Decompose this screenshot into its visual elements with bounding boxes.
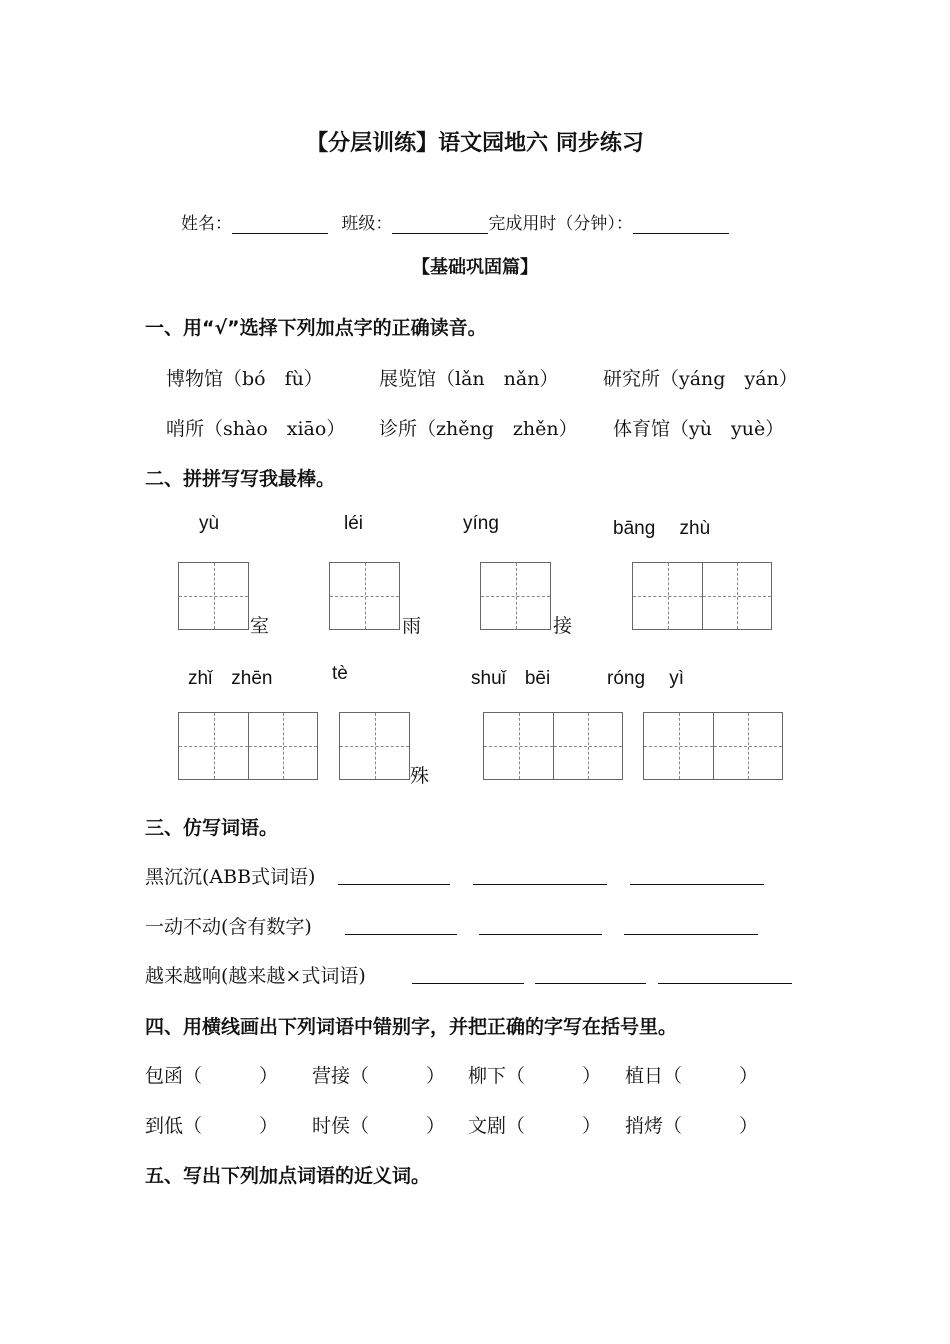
reading-item: 博物馆（bó fù） [166, 368, 323, 390]
reading-item: 诊所（zhěng zhěn） [379, 418, 578, 440]
imitation-prompt: 黑沉沉(ABB式词语) [145, 866, 316, 888]
correction-item[interactable]: 包函（ ） [145, 1065, 279, 1087]
pinyin-label: léi [344, 513, 364, 534]
grid-suffix-char: 接 [553, 615, 573, 637]
time-label: 完成用时（分钟）： [488, 214, 633, 234]
name-blank[interactable] [232, 215, 328, 234]
answer-line[interactable] [624, 934, 758, 935]
section-four-heading: 四、用横线画出下列词语中错别字，并把正确的字写在括号里。 [145, 1016, 678, 1038]
pinyin-label: yù [199, 513, 220, 534]
correction-item[interactable]: 柳下（ ） [468, 1065, 602, 1087]
writing-grid[interactable] [643, 712, 783, 780]
student-info-line [181, 209, 729, 234]
writing-grid[interactable] [339, 712, 410, 780]
writing-grid[interactable] [178, 712, 318, 780]
answer-line[interactable] [473, 884, 607, 885]
section-subtitle: 【基础巩固篇】 [412, 257, 538, 278]
section-three-heading: 三、仿写词语。 [145, 817, 279, 839]
pinyin-label: shuǐ bēi [471, 668, 551, 689]
page-title: 【分层训练】语文园地六 同步练习 [306, 131, 644, 156]
writing-grid[interactable] [329, 562, 400, 630]
reading-item: 研究所（yáng yán） [603, 368, 798, 390]
correction-item[interactable]: 时侯（ ） [312, 1115, 446, 1137]
correction-item[interactable]: 植日（ ） [625, 1065, 759, 1087]
grid-suffix-char: 室 [250, 615, 270, 637]
writing-grid[interactable] [632, 562, 772, 630]
correction-item[interactable]: 捎烤（ ） [625, 1115, 759, 1137]
answer-line[interactable] [479, 934, 602, 935]
answer-line[interactable] [338, 884, 450, 885]
pinyin-label: róng yì [607, 668, 685, 689]
pinyin-label: zhǐ zhēn [188, 668, 273, 689]
class-label: 班级： [341, 214, 393, 234]
class-blank[interactable] [392, 215, 488, 234]
imitation-prompt: 一动不动(含有数字) [145, 916, 312, 938]
grid-suffix-char: 殊 [410, 765, 430, 787]
answer-line[interactable] [630, 884, 764, 885]
reading-item: 哨所（shào xiāo） [166, 418, 346, 440]
grid-suffix-char: 雨 [402, 615, 422, 637]
time-blank[interactable] [633, 215, 729, 234]
answer-line[interactable] [658, 983, 792, 984]
pinyin-label: yíng [463, 513, 499, 534]
section-two-heading: 二、拼拼写写我最棒。 [145, 468, 336, 490]
answer-line[interactable] [412, 983, 524, 984]
writing-grid[interactable] [480, 562, 551, 630]
name-label: 姓名： [181, 214, 232, 234]
reading-item: 体育馆（yù yuè） [613, 418, 785, 440]
section-five-heading: 五、写出下列加点词语的近义词。 [145, 1165, 431, 1187]
pinyin-label: bāng zhù [613, 518, 711, 539]
answer-line[interactable] [535, 983, 646, 984]
reading-item: 展览馆（lǎn nǎn） [379, 368, 559, 390]
pinyin-label: tè [332, 663, 348, 684]
section-one-heading: 一、用“√”选择下列加点字的正确读音。 [145, 317, 487, 339]
writing-grid[interactable] [483, 712, 623, 780]
correction-item[interactable]: 到低（ ） [145, 1115, 279, 1137]
imitation-prompt: 越来越响(越来越×式词语) [145, 965, 366, 987]
correction-item[interactable]: 文剧（ ） [468, 1115, 602, 1137]
correction-item[interactable]: 营接（ ） [312, 1065, 446, 1087]
answer-line[interactable] [345, 934, 457, 935]
writing-grid[interactable] [178, 562, 249, 630]
